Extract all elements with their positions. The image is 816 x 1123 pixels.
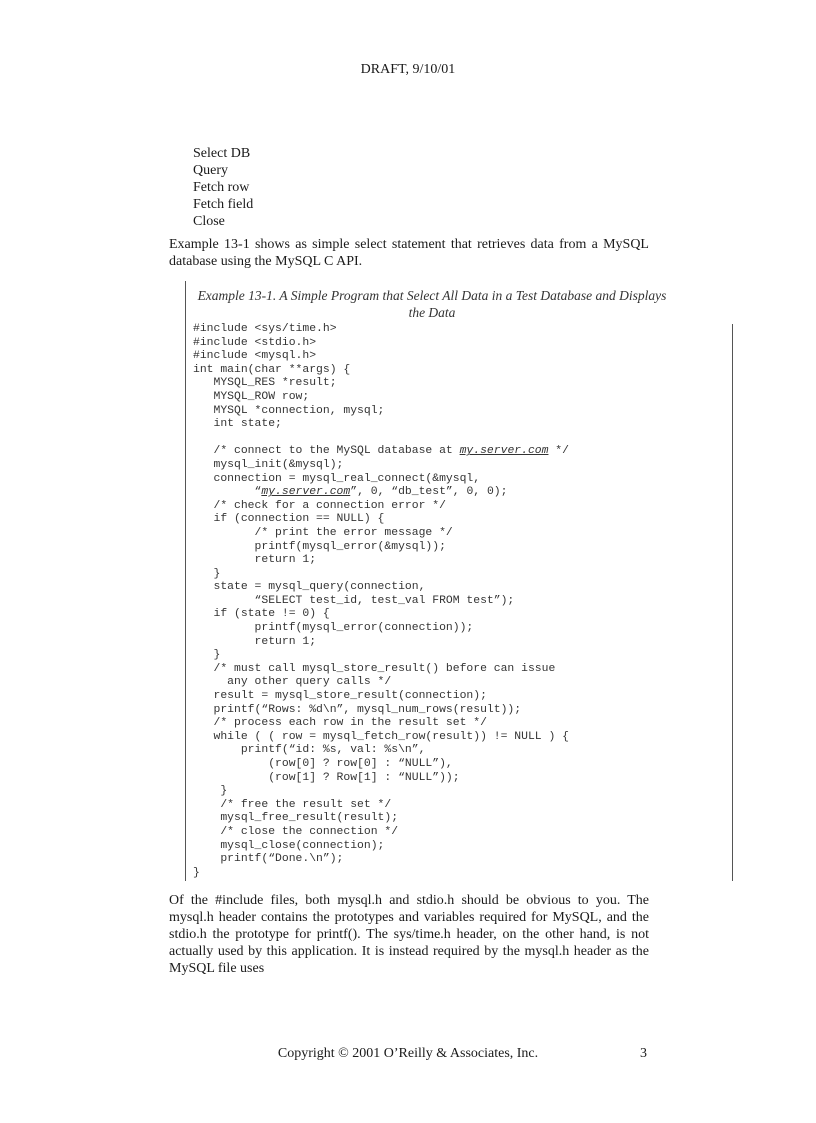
code-line: MYSQL_RES *result;: [193, 377, 337, 390]
code-line: #include <mysql.h>: [193, 350, 317, 363]
code-line: (row[1] ? Row[1] : “NULL”));: [193, 771, 460, 784]
code-line: /* must call mysql_store_result() before can issue: [193, 662, 556, 675]
caption-line: the Data: [408, 305, 456, 320]
code-line: if (connection == NULL) {: [193, 513, 385, 526]
code-line: MYSQL_ROW row;: [193, 390, 310, 403]
code-line: /* print the error message */: [193, 526, 453, 539]
list-item: Select DB: [193, 146, 251, 161]
code-url: my.server.com: [261, 486, 351, 499]
example-left-rule: [185, 281, 186, 881]
example-right-rule: [732, 324, 733, 881]
code-line: printf(mysql_error(&mysql));: [193, 540, 446, 553]
code-line: printf(mysql_error(connection));: [193, 622, 474, 635]
code-line: #include <sys/time.h>: [193, 323, 337, 335]
code-line: mysql_close(connection);: [193, 839, 385, 852]
code-line: }: [193, 866, 200, 879]
list-item: Fetch field: [193, 197, 254, 212]
code-line: any other query calls */: [193, 676, 392, 689]
code-line: state = mysql_query(connection,: [193, 581, 426, 594]
list-item: Fetch row: [193, 180, 250, 195]
code-line: /* free the result set */: [193, 798, 392, 811]
code-line: return 1;: [193, 554, 317, 567]
code-line: /* connect to the MySQL database at my.server.com */: [193, 445, 569, 458]
code-url: my.server.com: [459, 445, 549, 458]
code-line: mysql_init(&mysql);: [193, 458, 344, 471]
body-paragraph: Of the #include files, both mysql.h and stdio.h should be obvious to you. The mysql.h header contains the prototypes and variables required for MySQL, and the stdio.h the prototype for printf(). The sys/time.h header, on the other hand, is not actually used by this application. It is instead required by the mysql.h header as the MySQL file uses: [169, 893, 649, 976]
code-line: printf(“Rows: %d\n”, mysql_num_rows(result));: [193, 703, 522, 716]
code-line: result = mysql_store_result(connection);: [193, 690, 487, 703]
code-line: [193, 432, 569, 446]
code-line: }: [193, 785, 228, 798]
list-item: Close: [193, 214, 225, 229]
code-line: if (state != 0) {: [193, 608, 330, 621]
code-line: “SELECT test_id, test_val FROM test”);: [193, 594, 515, 607]
code-line: int state;: [193, 418, 282, 431]
code-line: return 1;: [193, 635, 317, 648]
code-line: printf(“Done.\n”);: [193, 853, 344, 866]
code-line: connection = mysql_real_connect(&mysql,: [193, 472, 481, 485]
code-line: int main(char **args) {: [193, 363, 351, 376]
page-number: 3: [640, 1046, 647, 1061]
intro-paragraph: Example 13-1 shows as simple select statement that retrieves data from a MySQL database using the MySQL C API.: [169, 237, 649, 269]
code-line: /* process each row in the result set */: [193, 717, 487, 730]
list-item: Query: [193, 163, 228, 178]
code-line: (row[0] ? row[0] : “NULL”),: [193, 758, 453, 770]
code-line: MYSQL *connection, mysql;: [193, 404, 385, 417]
code-line: mysql_free_result(result);: [193, 812, 399, 825]
code-line: /* close the connection */: [193, 825, 399, 838]
code-line: “my.server.com”, 0, “db_test”, 0, 0);: [193, 486, 508, 499]
code-listing: [193, 323, 569, 880]
api-steps-list: [193, 145, 253, 230]
code-line: printf(“id: %s, val: %s\n”,: [193, 744, 426, 757]
code-line: }: [193, 567, 221, 580]
caption-line: Example 13-1. A Simple Program that Select All Data in a Test Database and Displays: [197, 288, 667, 303]
code-line: while ( ( row = mysql_fetch_row(result)) != NULL ) {: [193, 730, 569, 743]
code-line: #include <stdio.h>: [193, 336, 317, 349]
draft-header: DRAFT, 9/10/01: [360, 62, 456, 77]
code-line: /* check for a connection error */: [193, 499, 446, 512]
example-caption: [193, 287, 671, 321]
copyright-notice: Copyright © 2001 O’Reilly & Associates, Inc.: [277, 1046, 539, 1061]
code-line: }: [193, 649, 221, 662]
